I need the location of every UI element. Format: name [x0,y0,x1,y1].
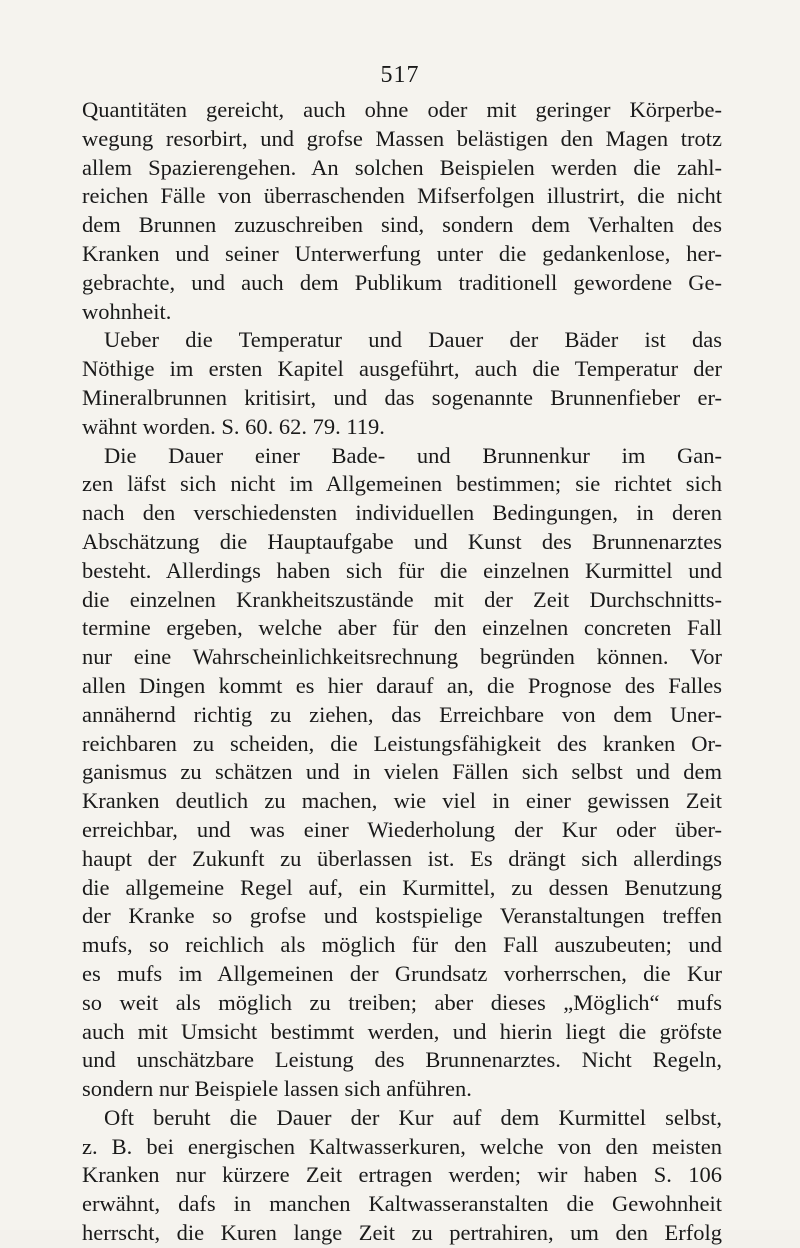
text-line: z. B. bei energischen Kaltwasserkuren, welche von den meisten [82,1133,722,1159]
text-line: der Kranke so grofse und kostspielige Veranstaltungen treffen [82,903,722,929]
text-line: dem Brunnen zuzuschreiben sind, sondern dem Verhalten des [82,212,722,238]
text-line: so weit als möglich zu treiben; aber dieses „Möglich“ mufs [82,989,722,1015]
section-heading-line: Die Dauer einer Bade- und Brunnenkur im Gan- [104,442,722,468]
text-line: nach den verschiedensten individuellen Bedingungen, in deren [82,500,722,526]
text-line: sondern nur Beispiele lassen sich anführen. [82,1076,472,1102]
text-line: Nöthige im ersten Kapitel ausgeführt, auch die Temperatur der [82,356,722,382]
section-heading-line: Ueber die Temperatur und Dauer der Bäder ist das [104,327,722,353]
text-line: wegung resorbirt, und grofse Massen belästigen den Magen trotz [82,125,722,151]
text-line: herrscht, die Kuren lange Zeit zu pertrahiren, um den Erfolg [82,1220,722,1246]
text-line: die einzelnen Krankheitszustände mit der Zeit Durchschnitts- [82,586,722,612]
text-line: und unschätzbare Leistung des Brunnenarztes. Nicht Regeln, [82,1047,722,1073]
page-number: 517 [380,62,420,88]
body-text [82,96,722,1248]
text-line: mufs, so reichlich als möglich für den Fall auszubeuten; und [82,932,722,958]
text-line: reichbaren zu scheiden, die Leistungsfähigkeit des kranken Or- [82,730,722,756]
text-line: gebrachte, und auch dem Publikum traditionell gewordene Ge- [82,269,722,295]
text-line: allem Spazierengehen. An solchen Beispielen werden die zahl- [82,154,722,180]
text-line: zen läfst sich nicht im Allgemeinen bestimmen; sie richtet sich [82,471,722,497]
text-line: annähernd richtig zu ziehen, das Erreichbare von dem Uner- [82,701,722,727]
text-line: auch mit Umsicht bestimmt werden, und hierin liegt die gröfste [82,1018,722,1044]
text-line: Kranken deutlich zu machen, wie viel in einer gewissen Zeit [82,788,722,814]
text-line: reichen Fälle von überraschenden Mifserfolgen illustrirt, die nicht [82,183,722,209]
text-line: ganismus zu schätzen und in vielen Fällen sich selbst und dem [82,759,722,785]
text-line: es mufs im Allgemeinen der Grundsatz vorherrschen, die Kur [82,960,722,986]
text-line: allen Dingen kommt es hier darauf an, die Prognose des Falles [82,672,722,698]
text-line: die allgemeine Regel auf, ein Kurmittel, zu dessen Benutzung [82,874,722,900]
text-line: Mineralbrunnen kritisirt, und das sogenannte Brunnenfieber er- [82,384,722,410]
text-line: wähnt worden. S. 60. 62. 79. 119. [82,413,385,439]
text-line: erwähnt, dafs in manchen Kaltwasseranstalten die Gewohnheit [82,1191,722,1217]
text-line: wohnheit. [82,298,172,324]
text-line: Kranken nur kürzere Zeit ertragen werden; wir haben S. 106 [82,1162,722,1188]
text-line: Abschätzung die Hauptaufgabe und Kunst des Brunnenarztes [82,528,722,554]
text-line: Kranken und seiner Unterwerfung unter die gedankenlose, her- [82,240,722,266]
text-line: besteht. Allerdings haben sich für die einzelnen Kurmittel und [82,557,722,583]
text-line: erreichbar, und was einer Wiederholung der Kur oder über- [82,816,722,842]
text-line: termine ergeben, welche aber für den einzelnen concreten Fall [82,615,722,641]
text-line: Oft beruht die Dauer der Kur auf dem Kurmittel selbst, [104,1104,722,1130]
text-line: nur eine Wahrscheinlichkeitsrechnung begründen können. Vor [82,644,722,670]
text-line: haupt der Zukunft zu überlassen ist. Es drängt sich allerdings [82,845,722,871]
text-line: Quantitäten gereicht, auch ohne oder mit geringer Körperbe- [82,97,722,122]
